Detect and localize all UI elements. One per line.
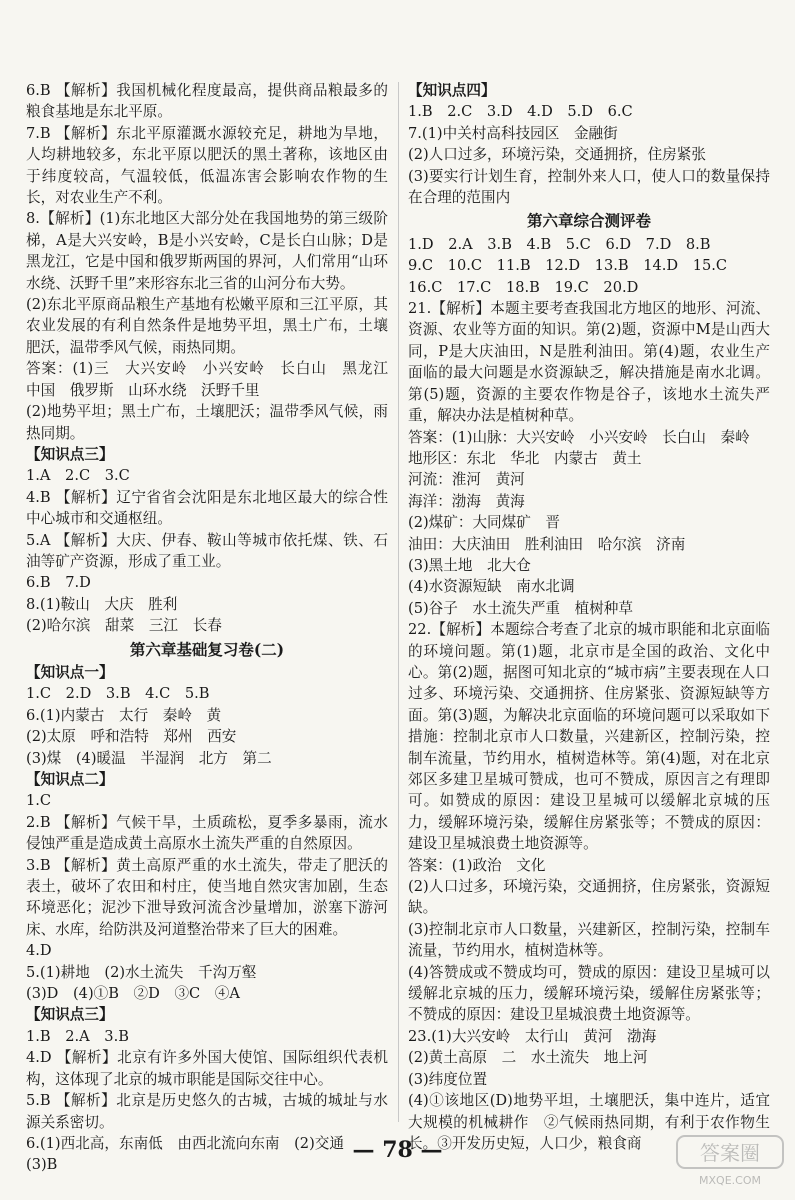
knowledge-point-label: 【知识点三】 (26, 445, 114, 463)
answer-paragraph: 1.D 2.A 3.B 4.B 5.C 6.D 7.D 8.B (408, 235, 711, 253)
answer-paragraph: 7.B 【解析】东北平原灌溉水源较充足，耕地为旱地，人均耕地较多，东北平原以肥沃的黑土著称，该地区由于纬度较高，气温较低，低温冻害会影响农作物的生长，对农业生产不利。 (26, 124, 388, 207)
knowledge-point-label: 【知识点一】 (26, 663, 114, 681)
column-divider (398, 82, 399, 1122)
knowledge-point-label: 【知识点四】 (408, 82, 496, 99)
answer-paragraph: (4)答赞成或不赞成均可，赞成的原因：建设卫星城可以缓解北京城的压力，缓解环境污染，缓解住房紧张等；不赞成的原因：建设卫星城浪费土地资源等。 (408, 963, 770, 1024)
answer-paragraph: 21.【解析】本题主要考查我国北方地区的地形、河流、资源、农业等方面的知识。第(2)题，资源中M是山西大同，P是大庆油田，N是胜利油田。第(4)题，农业生产面临的最大问题是水资源缺乏，解决措施是南水北调。第(5)题，资源的主要农作物是谷子，该地水土流失严重，解决办法是植树种草。 (408, 300, 770, 425)
answer-paragraph: 海洋：渤海 黄海 (408, 492, 525, 510)
answer-paragraph: 河流：淮河 黄河 (408, 471, 525, 489)
answer-paragraph: 1.A 2.C 3.C (26, 467, 130, 485)
answer-paragraph: (5)谷子 水土流失严重 植树种草 (408, 599, 633, 617)
answer-paragraph: (2)太原 呼和浩特 郑州 西安 (26, 728, 237, 746)
answer-paragraph: 2.B 【解析】气候干旱，土质疏松，夏季多暴雨，流水侵蚀严重是造成黄土高原水土流失严重的自然原因。 (26, 813, 388, 853)
answer-paragraph: 6.(1)内蒙古 太行 秦岭 黄 (26, 706, 222, 724)
answer-paragraph: 答案：(1)政治 文化 (408, 856, 546, 874)
answer-paragraph: 1.B 2.A 3.B (26, 1027, 129, 1045)
section-heading: 第六章综合测评卷 (526, 211, 651, 231)
answer-paragraph: 1.B 2.C 3.D 4.D 5.D 6.C (408, 103, 633, 121)
answer-paragraph: 9.C 10.C 11.B 12.D 13.B 14.D 15.C (408, 257, 728, 275)
answer-paragraph: (3)纬度位置 (408, 1070, 488, 1088)
answer-paragraph: 1.C 2.D 3.B 4.C 5.B (26, 685, 210, 703)
answer-paragraph: (2)人口过多，环境污染，交通拥挤，住房紧张，资源短缺。 (408, 878, 770, 917)
answer-paragraph: (2)黄土高原 二 水土流失 地上河 (408, 1049, 648, 1067)
answer-paragraph: (3)控制北京市人口数量，兴建新区，控制污染，控制车流量，节约用水，植树造林等。 (408, 920, 770, 960)
answer-paragraph: 6.B 7.D (26, 574, 91, 592)
answer-paragraph: 5.B 【解析】北京是历史悠久的古城，古城的城址与水源关系密切。 (26, 1092, 388, 1131)
answer-paragraph: 23.(1)大兴安岭 太行山 黄河 渤海 (408, 1027, 657, 1045)
answer-paragraph: 8.【解析】(1)东北地区大部分处在我国地势的第三级阶梯，A是大兴安岭，B是小兴安岭，C是长白山脉；D是黑龙江，它是中国和俄罗斯两国的界河，人们常用“山环水绕、沃野千里”来形容东北三省的山河分布大势。 (26, 210, 388, 292)
answer-paragraph: (3)黑土地 北大仓 (408, 556, 531, 574)
answer-paragraph: (4)水资源短缺 南水北调 (408, 578, 575, 596)
answer-paragraph: 答案：(1)山脉：大兴安岭 小兴安岭 长白山 秦岭 (408, 428, 750, 446)
answer-paragraph: 答案：(1)三 大兴安岭 小兴安岭 长白山 黑龙江 中国 俄罗斯 山环水绕 沃野千里 (26, 360, 403, 399)
answer-paragraph: 5.A 【解析】大庆、伊春、鞍山等城市依托煤、铁、石油等矿产资源，形成了重工业。 (26, 531, 388, 570)
answer-paragraph: 5.(1)耕地 (2)水土流失 千沟万壑 (26, 963, 257, 981)
section-heading: 第六章基础复习卷(二) (129, 639, 285, 659)
answer-paragraph: 8.(1)鞍山 大庆 胜利 (26, 595, 178, 613)
page-number: — 78 — (352, 1137, 443, 1163)
knowledge-point-label: 【知识点二】 (26, 771, 114, 788)
answer-paragraph: 4.D (26, 942, 52, 960)
answer-paragraph: (2)人口过多，环境污染，交通拥挤，住房紧张 (408, 146, 706, 164)
answer-paragraph: (2)地势平坦；黑土广布，土壤肥沃；温带季风气候，雨热同期。 (26, 403, 388, 442)
knowledge-point-label: 【知识点三】 (26, 1006, 114, 1024)
answer-paragraph: (3)B (26, 1156, 58, 1174)
answer-paragraph: 油田：大庆油田 胜利油田 哈尔滨 济南 (408, 535, 686, 553)
answer-paragraph: 22.【解析】本题综合考查了北京的城市职能和北京面临的环境问题。第(1)题，北京市是全国的政治、文化中心。第(2)题，据图可知北京的“城市病”主要表现在人口过多、环境污染、交通拥挤、住房紧张、资源短缺等方面。第(3)题，为解决北京面临的环境问题可以采取如下措施：控制北京市人口数量，兴建新区，控制污染，控制车流量，节约用水，植树造林等。第(4)题，对在北京郊区多建卫星城可赞成，也可不赞成，原因言之有理即可。如赞成的原因：建设卫星城可以缓解北京城的压力，缓解环境污染，缓解住房紧张等；不赞成的原因：建设卫星城浪费土地资源等。 (408, 621, 770, 853)
answer-paragraph: 地形区：东北 华北 内蒙古 黄土 (408, 449, 642, 467)
answer-paragraph: (2)煤矿：大同煤矿 晋 (408, 514, 561, 532)
answer-paragraph: 6.(1)西北高，东南低 由西北流向东南 (2)交通 (26, 1134, 344, 1152)
answer-paragraph: 7.(1)中关村高科技园区 金融街 (408, 124, 618, 142)
watermark-line2: MXQE.COM (699, 1174, 761, 1187)
answer-paragraph: 1.C (26, 792, 52, 810)
answer-paragraph: (3)D (4)①B ②D ③C ④A (26, 985, 240, 1003)
answer-paragraph: 4.D 【解析】北京有许多外国大使馆、国际组织代表机构，这体现了北京的城市职能是国际交往中心。 (26, 1049, 388, 1088)
answer-paragraph: (2)东北平原商品粮生产基地有松嫩平原和三江平原，其农业发展的有利自然条件是地势平坦，黑土广布，土壤肥沃，温带季风气候，雨热同期。 (26, 296, 388, 356)
answer-paragraph: 6.B 【解析】我国机械化程度最高，提供商品粮最多的粮食基地是东北平原。 (26, 82, 388, 121)
watermark-line1: 答案圈 (700, 1141, 760, 1165)
answer-paragraph: 4.B 【解析】辽宁省省会沈阳是东北地区最大的综合性中心城市和交通枢纽。 (26, 488, 388, 528)
answer-paragraph: (4)①该地区(D)地势平坦，土壤肥沃，集中连片，适宜大规模的机械耕作 ②气候雨热同期，有利于农作物生长。③开发历史短，人口少，粮食商 (408, 1092, 770, 1152)
answer-paragraph: 3.B 【解析】黄土高原严重的水土流失，带走了肥沃的表土，破坏了农田和村庄，使当地自然灾害加剧，生态环境恶化；泥沙下泄导致河流含沙量增加，淤塞下游河床、水库，给防洪及河道整治带来了巨大的困难。 (26, 856, 388, 938)
answer-paragraph: (3)要实行计划生育，控制外来人口，使人口的数量保持在合理的范围内 (408, 167, 770, 207)
watermark-logo (675, 1132, 785, 1192)
answer-paragraph: (3)煤 (4)暖温 半湿润 北方 第二 (26, 749, 272, 767)
right-column (408, 80, 770, 1154)
answer-paragraph: (2)哈尔滨 甜菜 三江 长春 (26, 617, 222, 635)
answer-paragraph: 16.C 17.C 18.B 19.C 20.D (408, 278, 639, 296)
